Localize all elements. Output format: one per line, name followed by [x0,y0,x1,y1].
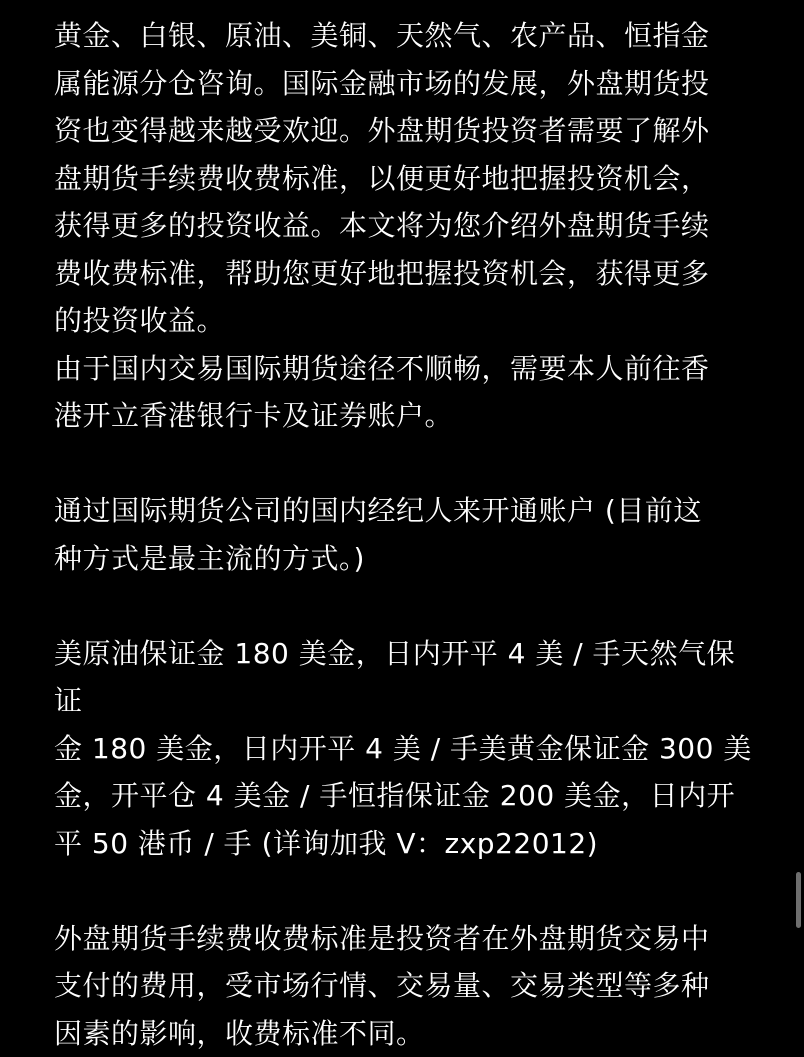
scrollbar-thumb[interactable] [796,872,801,928]
paragraph-broker: 通过国际期货公司的国内经纪人来开通账户 (目前这 种方式是最主流的方式。) [54,487,754,582]
paragraph-spacer [54,440,754,488]
article-body [54,12,754,1057]
paragraph-fee-standard: 外盘期货手续费收费标准是投资者在外盘期货交易中 支付的费用，受市场行情、交易量、交易类型等多种 因素的影响，收费标准不同。 [54,915,754,1057]
paragraph-spacer [54,582,754,630]
paragraph-spacer [54,867,754,915]
paragraph-intro: 黄金、白银、原油、美铜、天然气、农产品、恒指金 属能源分仓咨询。国际金融市场的发展，外盘期货投 资也变得越来越受欢迎。外盘期货投资者需要了解外 盘期货手续费收费标准，以便更好地把握投资机会， 获得更多的投资收益。本文将为您介绍外盘期货手续 费收费标准，帮助您更好地把握投资机会，获得更多 的投资收益。 [54,12,754,345]
paragraph-hk-account: 由于国内交易国际期货途径不顺畅，需要本人前往香 港开立香港银行卡及证券账户。 [54,345,754,440]
paragraph-margin-fees: 美原油保证金 180 美金，日内开平 4 美 / 手天然气保证 金 180 美金，日内开平 4 美 / 手美黄金保证金 300 美 金，开平仓 4 美金 / 手恒指保证金 200 美金，日内开 平 50 港币 / 手 (详询加我 V：zxp22012) [54,630,754,868]
